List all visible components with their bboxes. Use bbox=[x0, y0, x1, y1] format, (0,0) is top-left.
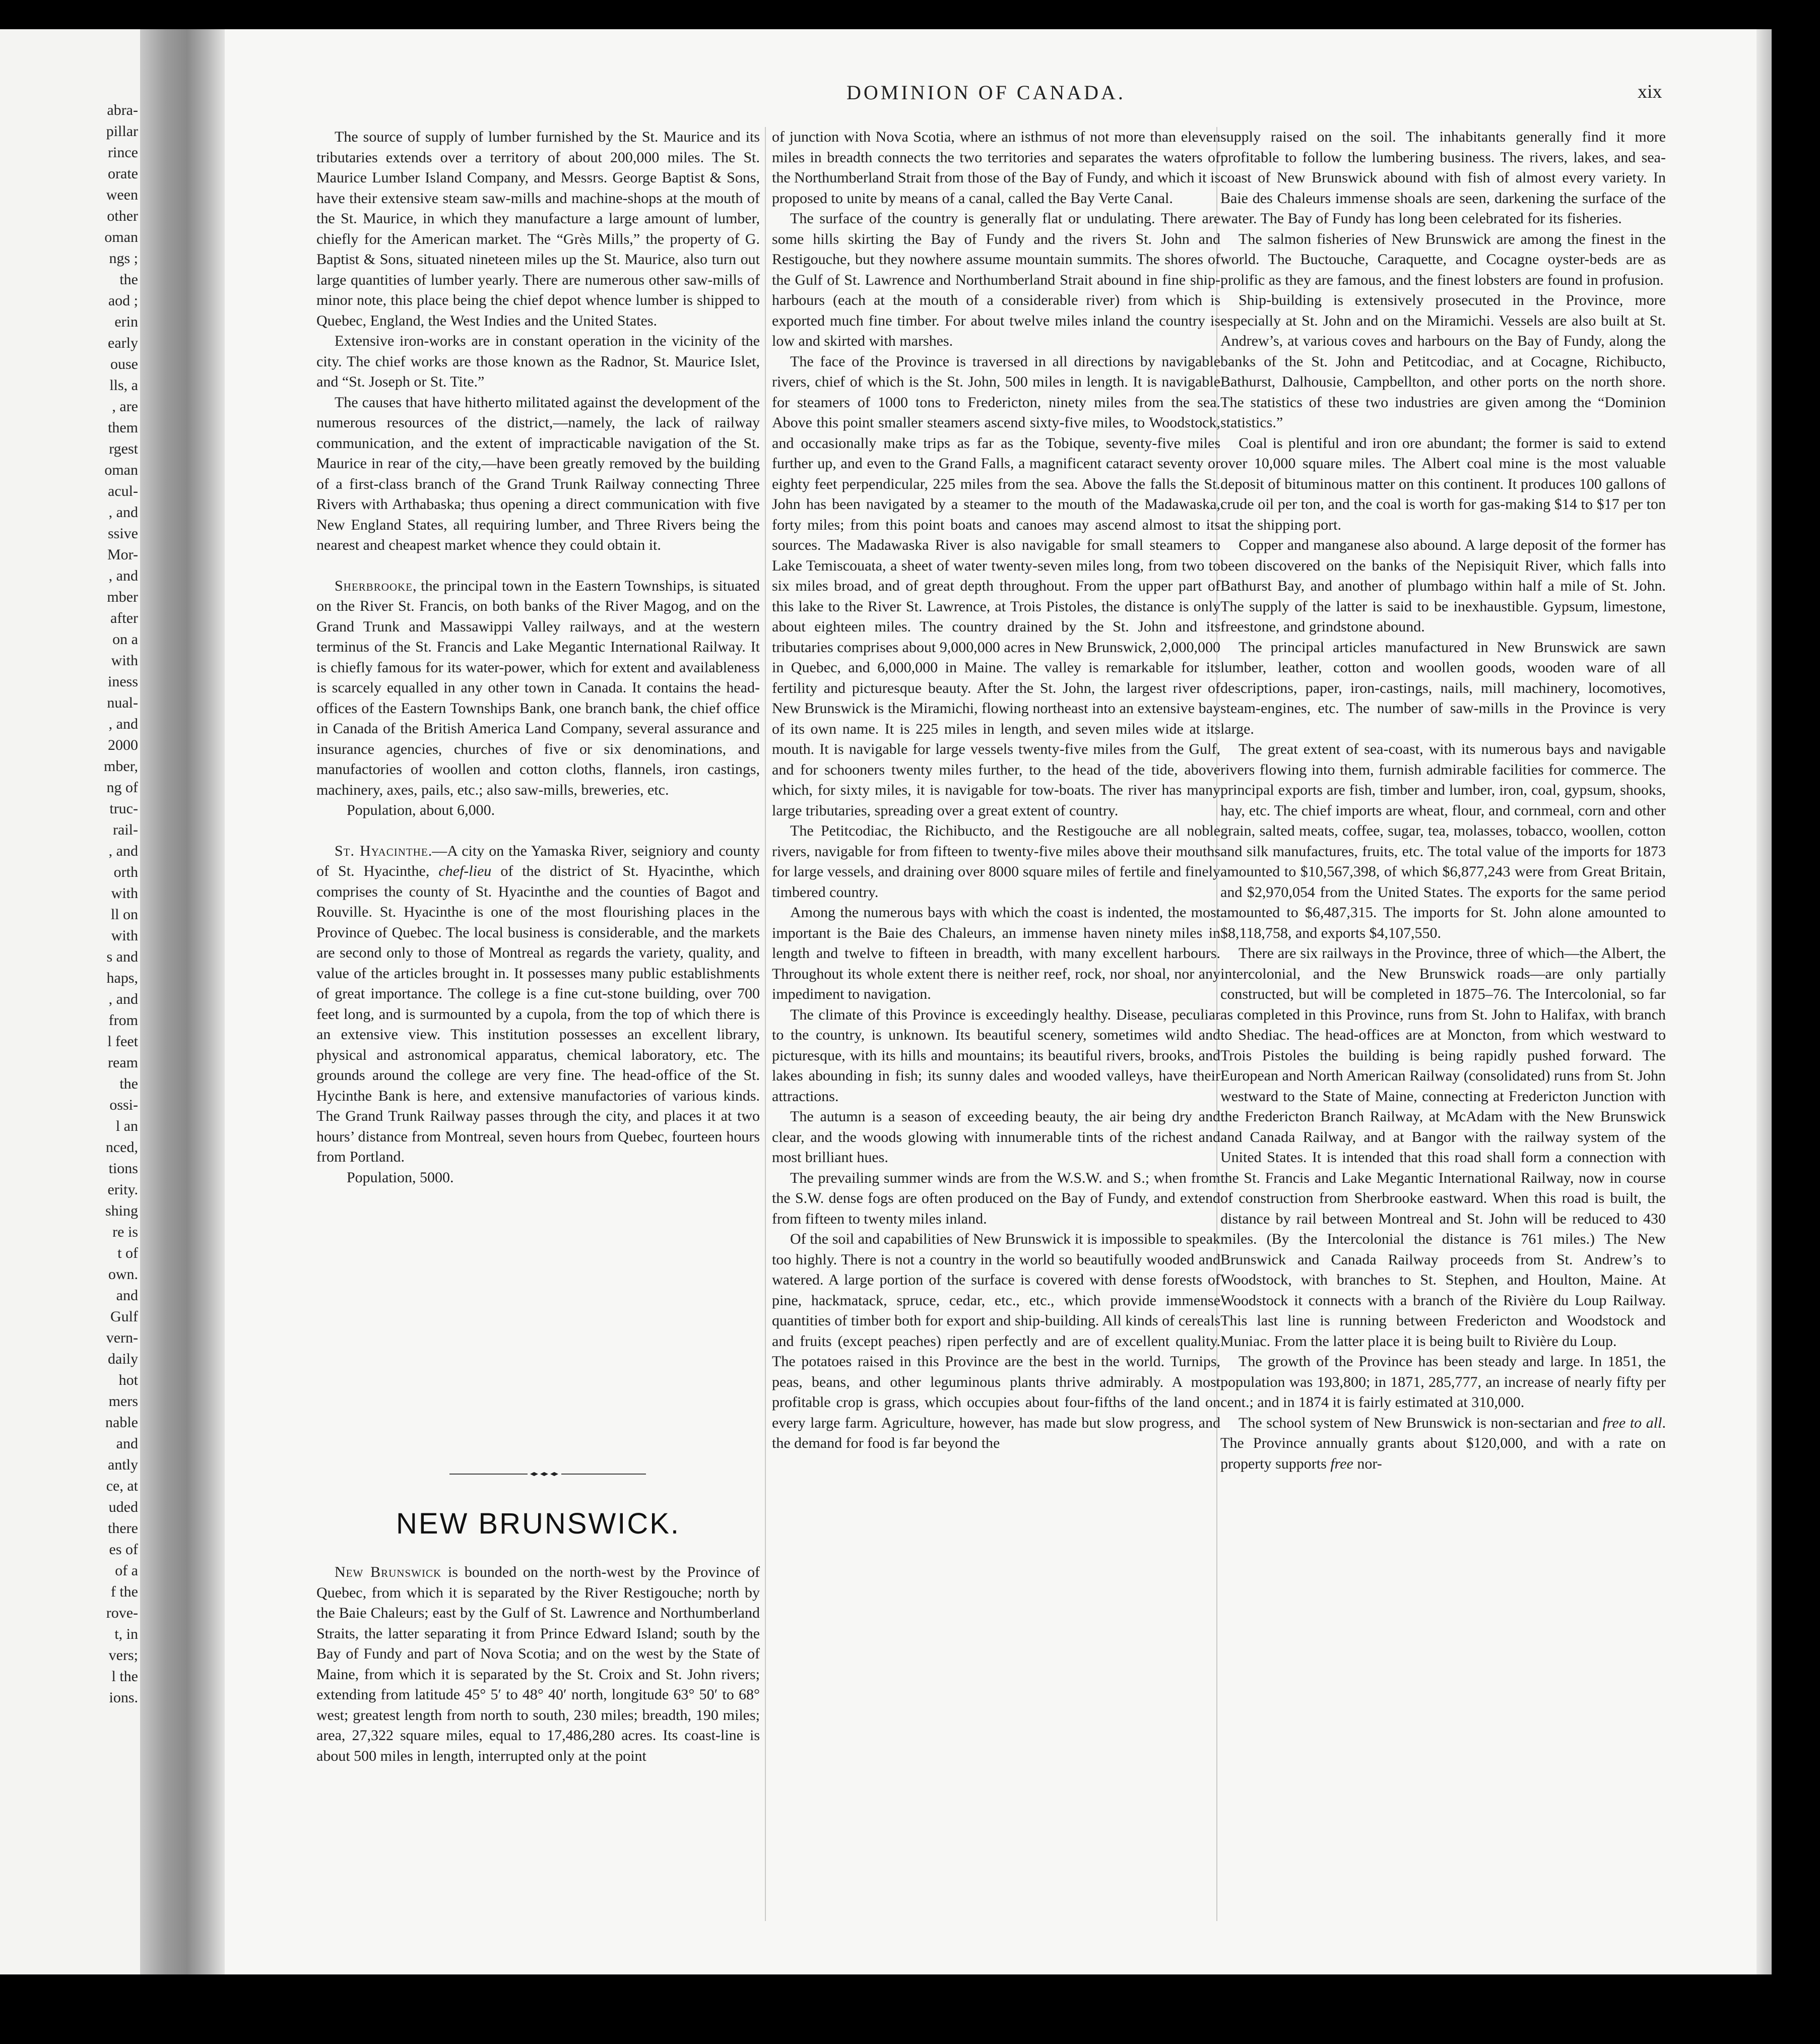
column-rule bbox=[765, 127, 766, 1921]
facing-page-line-fragment: ll on bbox=[110, 906, 138, 923]
paragraph: The salmon fisheries of New Brunswick are among the finest in the world. The Buctouche, Caraquette, and Cocagne oyster-beds are as prolific as they are famous, and the finest lobsters are found in profusion. bbox=[1220, 230, 1666, 288]
page-edge-shadow bbox=[1757, 29, 1772, 1974]
facing-page-line-fragment: l the bbox=[111, 1668, 138, 1685]
facing-page-line-fragment: rove- bbox=[106, 1605, 138, 1621]
facing-page-line-fragment: with bbox=[111, 927, 138, 944]
facing-page-line-fragment: , and bbox=[108, 991, 138, 1007]
facing-page-line-fragment: with bbox=[111, 652, 138, 669]
facing-page-line-fragment: hot bbox=[118, 1372, 138, 1388]
column-2 bbox=[772, 127, 1220, 1454]
population-line: Population, 5000. bbox=[347, 1169, 454, 1186]
facing-page-line-fragment: , are bbox=[112, 398, 138, 415]
facing-page-line-fragment: them bbox=[108, 419, 138, 436]
facing-page-line-fragment: erin bbox=[114, 313, 138, 330]
paragraph-text: of the district of St. Hyacinthe, which comprises the county of St. Hyacinthe and the counties of Bagot and Rouville. St. Hyacinthe is one of the most flourishing places in the Province of Quebec. The local business is considerable, and the markets are second only to those of Montreal as regards the variety, quality, and value of the articles brought in. It possesses many public establishments of great importance. The college is a fine cut-stone building, over 700 feet long, and is surmounted by a cupola, from the top of which there is an extensive view. This institution possesses an excellent library, physical and astronomical apparatus, chemical laboratory, etc. The grounds around the college are very fine. The head-office of the St. Hycinthe Bank is here, and extensive manufactories of various kinds. The Grand Trunk Railway passes through the city, and places it at two hours’ distance from Montreal, seven hours from Quebec, fourteen hours from Portland. bbox=[316, 863, 760, 1165]
paragraph-text: The school system of New Brunswick is non-sectarian and bbox=[1239, 1414, 1603, 1431]
facing-page-line-fragment: ream bbox=[108, 1054, 138, 1071]
column-1 bbox=[316, 127, 760, 1188]
paragraph: Copper and manganese also abound. A large deposit of the former has been discovered on the banks of the Nepisiquit River, which falls into Bathurst Bay, and another of plumbago within half a mile of St. John. The supply of the latter is said to be inexhaustible. Gypsum, limestone, freestone, and grindstone abound. bbox=[1220, 537, 1666, 635]
section-heading: NEW BRUNSWICK. bbox=[396, 1507, 680, 1540]
facing-page-line-fragment: vers; bbox=[108, 1647, 138, 1664]
facing-page-line-fragment: shing bbox=[105, 1202, 138, 1219]
facing-page-line-fragment: oman bbox=[104, 462, 138, 478]
facing-page-line-fragment: own. bbox=[108, 1266, 138, 1283]
paragraph: There are six railways in the Province, three of which—the Albert, the intercolonial, and the New Brunswick roads—are only partially constructed, but will be completed in 1875–76. The Intercolonial, so far as completed in this Province, runs from St. John to Halifax, with branch to Shediac. The head-offices are at Moncton, from which westward to Trois Pistoles the building is being rapidly pushed forward. The European and North American Railway (consolidated) runs from St. John westward to the State of Maine, connecting at Fredericton Junction with the Fredericton Branch Railway, at McAdam with the New Brunswick and Canada Railway, and at Bangor with the railway system of the United States. It is intended that this road shall form a connection with the St. Francis and Lake Megantic International Railway, now in course of construction from Sherbrooke eastward. When this road is built, the distance by rail between Montreal and St. John will be reduced to 430 miles. (By the Intercolonial the distance is 761 miles.) The New Brunswick and Canada Railway proceeds from St. Andrew’s to Woodstock, with branches to St. Stephen, and Houlton, Maine. At Woodstock it connects with a branch of the Rivière du Loup Railway. This last line is running between Fredericton and Woodstock and Muniac. From the latter place it is being built to Rivière du Loup. bbox=[1220, 945, 1666, 1350]
facing-page-line-fragment: , and bbox=[108, 843, 138, 859]
facing-page-line-fragment: ssive bbox=[108, 525, 138, 542]
facing-page-line-fragment: mber bbox=[107, 589, 138, 605]
facing-page-line-fragment: ossi- bbox=[109, 1097, 138, 1113]
facing-page-line-fragment: oman bbox=[104, 229, 138, 245]
facing-page-line-fragment: nual- bbox=[107, 694, 138, 711]
facing-page-line-fragment: aod ; bbox=[108, 292, 138, 309]
facing-page-line-fragment: ween bbox=[106, 186, 138, 203]
paragraph-text: , the principal town in the Eastern Townships, is situated on the River St. Francis, on both banks of the River Magog, and on the Grand Trunk and Massawippi Valley railways, and at the western terminus of the St. Francis and Lake Megantic International Railway. It is chiefly famous for its water-power, which for extent and availableness is scarcely equalled in any other town in Canada. It contains the head-offices of the Eastern Townships Bank, one branch bank, the chief office in Canada of the British America Land Company, several assurance and insurance agencies, churches of five or six denominations, and manufactories of woollen and cotton cloths, flannels, iron castings, machinery, axes, pails, etc.; also saw-mills, breweries, etc. bbox=[316, 577, 760, 798]
place-name: St. Hyacinthe bbox=[335, 842, 428, 859]
paragraph: The climate of this Province is exceedingly healthy. Disease, peculiar to the country, is unknown. Its beautiful scenery, sometimes wild and picturesque, with its hills and mountains; its beautiful rivers, brooks, and lakes abounding in fish; its sunny dales and wooded valleys, have their attractions. bbox=[772, 1006, 1220, 1105]
facing-page-line-fragment: iness bbox=[108, 673, 138, 690]
facing-page-line-fragment: l an bbox=[115, 1118, 138, 1134]
facing-page-line-fragment: tions bbox=[108, 1160, 138, 1177]
facing-page-line-fragment: the bbox=[119, 1075, 138, 1092]
place-name: New Brunswick bbox=[335, 1564, 442, 1580]
paragraph: The prevailing summer winds are from the W.S.W. and S.; when from the S.W. dense fogs are often produced on the Bay of Fundy, and extend from fifteen to twenty miles inland. bbox=[772, 1169, 1220, 1227]
paragraph: The autumn is a season of exceeding beauty, the air being dry and clear, and the woods glowing with innumerable tints of the richest and most brilliant hues. bbox=[772, 1108, 1220, 1166]
paragraph-text: . The Province annually grants about $120,000, and with a rate on property supports bbox=[1220, 1414, 1666, 1472]
facing-page-line-fragment: antly bbox=[108, 1456, 138, 1473]
paragraph: The Petitcodiac, the Richibucto, and the Restigouche are all noble rivers, navigable for from fifteen to twenty-five miles above their mouths for large vessels, and draining over 8000 square miles of fertile and finely timbered country. bbox=[772, 822, 1220, 901]
paragraph-new-brunswick bbox=[316, 1562, 760, 1766]
facing-page-line-fragment: from bbox=[108, 1012, 138, 1029]
facing-page-line-fragment: with bbox=[111, 885, 138, 902]
facing-page-line-fragment: lls, a bbox=[109, 377, 138, 394]
paragraph: Of the soil and capabilities of New Brunswick it is impossible to speak too highly. There is not a country in the world so beautifully wooded and watered. A large portion of the surface is covered with dense forests of pine, hackmatack, spruce, cedar, etc., etc., which provide immense quantities of timber both for export and ship-building. All kinds of cereals and fruits (except peaches) ripen perfectly and are of excellent quality. The potatoes raised in this Province are the best in the world. Turnips, peas, beans, and other leguminous plants thrive admirably. A most profitable crop is grass, which occupies about four-fifths of the land on every large farm. Agriculture, however, has made but slow progress, and the demand for food is far beyond the bbox=[772, 1231, 1220, 1451]
facing-page-line-fragment: pillar bbox=[106, 123, 138, 140]
facing-page-line-fragment: orth bbox=[113, 864, 138, 880]
book-gutter bbox=[140, 29, 226, 1974]
column-3 bbox=[1220, 127, 1666, 1474]
facing-page-line-fragment: and bbox=[116, 1435, 138, 1452]
paragraph: The great extent of sea-coast, with its numerous bays and navigable rivers flowing into them, furnish admirable facilities for commerce. The principal exports are fish, timber and lumber, iron, coal, gypsum, shooks, hay, etc. The chief imports are wheat, flour, and cornmeal, corn and other grain, salted meats, coffee, sugar, tea, molasses, tobacco, woollen, cotton and silk manufactures, fruits, etc. The total value of the imports for 1873 amounted to $10,567,398, of which $6,877,243 were from Great Britain, and $2,970,054 from the United States. The exports for the same period amounted to $6,487,315. The imports for St. John alone amounted to $8,118,758, and exports $4,107,550. bbox=[1220, 741, 1666, 941]
facing-page-line-fragment: ouse bbox=[110, 356, 138, 372]
facing-page-line-fragment: , and bbox=[108, 716, 138, 732]
facing-page-line-fragment: Gulf bbox=[110, 1308, 138, 1325]
facing-page-line-fragment: rince bbox=[108, 144, 138, 161]
facing-page-line-fragment: re is bbox=[112, 1224, 138, 1240]
facing-page-line-fragment: , and bbox=[108, 504, 138, 521]
facing-page-line-fragment: uded bbox=[108, 1499, 138, 1515]
paragraph: Extensive iron-works are in constant operation in the vicinity of the city. The chief works are those known as the Radnor, St. Maurice Islet, and “St. Joseph or St. Tite.” bbox=[316, 333, 760, 390]
facing-page-line-fragment: erity. bbox=[107, 1181, 138, 1198]
facing-page-line-fragment: mber, bbox=[104, 758, 138, 775]
paragraph: The principal articles manufactured in New Brunswick are sawn lumber, leather, cotton and woollen goods, wooden ware of all descriptions, paper, iron-castings, nails, mill machinery, locomotives, steam-engines, etc. The number of saw-mills in the Province is very large. bbox=[1220, 638, 1666, 737]
page-number: xix bbox=[1638, 81, 1662, 102]
facing-page-line-fragment: l feet bbox=[107, 1033, 138, 1050]
facing-page-fragment bbox=[0, 29, 151, 1974]
facing-page-line-fragment: haps, bbox=[106, 970, 138, 986]
paragraph: Coal is plentiful and iron ore abundant; the former is said to extend over 10,000 square miles. The Albert coal mine is the most valuable deposit of bituminous matter on this continent. It produces 100 gallons of crude oil per ton, and the coal is worth for gas-making $14 to $17 per ton at the shipping port. bbox=[1220, 434, 1666, 533]
running-title: DOMINION OF CANADA. bbox=[847, 81, 1126, 104]
paragraph: The face of the Province is traversed in all directions by navigable rivers, chief of which is the St. John, 500 miles in length. It is navigable for steamers of 1000 tons to Fredericton, ninety miles from the sea. Above this point smaller steamers ascend sixty-five miles, to Woodstock, and occasionally make trips as far as the Tobique, seventy-five miles further up, and even to the Grand Falls, a magnificent cataract seventy or eighty feet perpendicular, 225 miles from the sea. Above the falls the St. John has been navigated by a steamer to the mouth of the Madawaska, forty miles; from this point boats and canoes may ascend almost to its sources. The Madawaska River is also navigable for small steamers to Lake Temiscouata, a sheet of water twenty-seven miles long, from two to six miles broad, and of great depth throughout. From the upper part of this lake to the River St. Lawrence, at Trois Pistoles, the distance is only about eighteen miles. The country drained by the St. John and its tributaries comprises about 9,000,000 acres in New Brunswick, 2,000,000 in Quebec, and 6,000,000 in Maine. The valley is remarkable for its fertility and picturesque beauty. After the St. John, the largest river of New Brunswick is the Miramichi, flowing northeast into an extensive bay of its own name. It is 225 miles in length, and seven miles wide at its mouth. It is navigable for large vessels twenty-five miles from the Gulf, and for schooners twenty miles further, to the head of the tide, above which, for sixty miles, it is navigable for tow-boats. The river has many large tributaries, spreading over a great extent of country. bbox=[772, 353, 1220, 819]
facing-page-line-fragment: there bbox=[108, 1520, 138, 1537]
facing-page-line-fragment: nced, bbox=[105, 1139, 138, 1156]
facing-page-line-fragment: f the bbox=[110, 1583, 138, 1600]
paragraph: The source of supply of lumber furnished by the St. Maurice and its tributaries extends over a territory of about 200,000 miles. The St. Maurice Lumber Island Company, and Messrs. George Baptist & Sons, have their extensive steam saw-mills and machine-shops at the mouth of the St. Maurice, in which they manufacture a large amount of lumber, chiefly for the American market. The “Grès Mills,” the property of G. Baptist & Sons, situated nineteen miles up the St. Maurice, also turn out large quantities of lumber yearly. There are numerous other saw-mills of minor note, this place being the chief depot whence lumber is shipped to Quebec, England, the West Indies and the United States. bbox=[316, 129, 760, 329]
facing-page-line-fragment: on a bbox=[112, 631, 138, 648]
facing-page-line-fragment: 2000 bbox=[108, 737, 138, 753]
facing-page-line-fragment: rail- bbox=[113, 821, 138, 838]
paragraph: of junction with Nova Scotia, where an isthmus of not more than eleven miles in breadth connects the two territories and separates the waters of the Northumberland Strait from those of the Bay of Fundy, and which it is proposed to unite by means of a canal, called the Bay Verte Canal. bbox=[772, 129, 1220, 207]
facing-page-line-fragment: ce, at bbox=[106, 1478, 138, 1494]
facing-page-line-fragment: and bbox=[116, 1287, 138, 1304]
facing-page-line-fragment: daily bbox=[108, 1351, 138, 1367]
column-1-continued bbox=[316, 1562, 760, 1766]
paragraph-sherbrooke bbox=[316, 576, 760, 801]
facing-page-line-fragment: ngs ; bbox=[109, 250, 138, 267]
facing-page-line-fragment: ng of bbox=[106, 779, 138, 796]
facing-page-line-fragment: of a bbox=[115, 1562, 138, 1579]
paragraph: The surface of the country is generally flat or undulating. There are some hills skirting the Bay of Fundy and the rivers St. John and Restigouche, but they nowhere assume mountain summits. The shores of the Gulf of St. Lawrence and Northumberland Strait abound in fine ship-harbours (each at the mouth of a considerable river) from which is exported much fine timber. For about twelve miles inland the country is low and skirted with marshes. bbox=[772, 210, 1220, 349]
paragraph-text: .—A city on the Yamaska River, seigniory and county of St. Hyacinthe, bbox=[316, 842, 760, 879]
paragraph: The causes that have hitherto militated against the development of the numerous resources of the district,—namely, the lack of railway communication, and the extent of impracticable navigation of the St. Maurice in rear of the city,—have been greatly removed by the building of a first-class branch of the Grand Trunk Railway connecting Three Rivers with Arthabaska; thus opening a direct communication with five New England States, all requiring lumber, and Three Rivers being the nearest and cheapest market whence they could obtain it. bbox=[316, 394, 760, 553]
section-divider-ornament bbox=[449, 1472, 646, 1477]
place-name: Sherbrooke bbox=[335, 577, 413, 594]
population-line: Population, about 6,000. bbox=[347, 802, 495, 818]
paragraph: Among the numerous bays with which the coast is indented, the most important is the Baie des Chaleurs, an immense haven ninety miles in length and twelve to fifteen in breadth, with many excellent harbours. Throughout its whole extent there is neither reef, rock, nor shoal, nor any impediment to navigation. bbox=[772, 904, 1220, 1002]
paragraph-text: is bounded on the north-west by the Province of Quebec, from which it is separated by the River Restigouche; north by the Baie Chaleurs; east by the Gulf of St. Lawrence and Northumberland Straits, the latter separating it from Prince Edward Island; south by the Bay of Fundy and part of Nova Scotia; and on the west by the State of Maine, from which it is separated by the St. Croix and St. John rivers; extending from latitude 45° 5′ to 48° 40′ north, longitude 63° 50′ to 68° west; greatest length from north to south, 230 miles; breadth, 190 miles; area, 27,322 square miles, equal to 17,486,280 acres. Its coast-line is about 500 miles in length, interrupted only at the point bbox=[316, 1564, 760, 1764]
italic-term: chef-lieu bbox=[438, 863, 492, 879]
facing-page-line-fragment: acul- bbox=[108, 483, 138, 499]
facing-page-line-fragment: t, in bbox=[114, 1626, 138, 1642]
paragraph: The growth of the Province has been steady and large. In 1851, the population was 193,800; in 1871, 285,777, an increase of nearly fifty per cent.; and in 1874 it is fairly estimated at 310,000. bbox=[1220, 1353, 1666, 1411]
paragraph-text: nor- bbox=[1353, 1455, 1382, 1472]
facing-page-line-fragment: t of bbox=[117, 1245, 138, 1261]
facing-page-line-fragment: es of bbox=[109, 1541, 138, 1558]
facing-page-line-fragment: ions. bbox=[109, 1689, 138, 1706]
facing-page-line-fragment: mers bbox=[108, 1393, 138, 1410]
facing-page-line-fragment: abra- bbox=[107, 102, 138, 118]
italic-term: free to all bbox=[1602, 1414, 1662, 1431]
facing-page-line-fragment: rgest bbox=[109, 440, 138, 457]
facing-page-line-fragment: orate bbox=[108, 165, 138, 182]
facing-page-line-fragment: truc- bbox=[109, 800, 138, 817]
paragraph-st-hyacinthe bbox=[316, 841, 760, 1168]
paragraph-school-system bbox=[1220, 1413, 1666, 1475]
facing-page-line-fragment: nable bbox=[105, 1414, 138, 1431]
facing-page-line-fragment: s and bbox=[106, 948, 138, 965]
facing-page-line-fragment: other bbox=[107, 208, 138, 224]
facing-page-line-fragment: after bbox=[110, 610, 138, 626]
facing-page-line-fragment: early bbox=[108, 335, 138, 351]
paragraph: supply raised on the soil. The inhabitants generally find it more profitable to follow the lumbering business. The rivers, lakes, and sea-coast of New Brunswick abound with fish of almost every variety. In Baie des Chaleurs immense shoals are seen, darkening the surface of the water. The Bay of Fundy has long been celebrated for its fisheries. bbox=[1220, 129, 1666, 227]
italic-term: free bbox=[1330, 1455, 1353, 1472]
facing-page-line-fragment: Mor- bbox=[107, 546, 138, 563]
paragraph: Ship-building is extensively prosecuted in the Province, more especially at St. John and on the Miramichi. Vessels are also built at St. Andrew’s, at various coves and harbours on the Bay of Fundy, along the banks of the St. John and Petitcodiac, and at Cocagne, Richibucto, Bathurst, Dalhousie, Campbellton, and other ports on the north shore. The statistics of these two industries are given among the “Dominion statistics.” bbox=[1220, 292, 1666, 431]
facing-page-line-fragment: , and bbox=[108, 567, 138, 584]
facing-page-line-fragment: vern- bbox=[106, 1329, 138, 1346]
facing-page-line-fragment: the bbox=[119, 271, 138, 288]
